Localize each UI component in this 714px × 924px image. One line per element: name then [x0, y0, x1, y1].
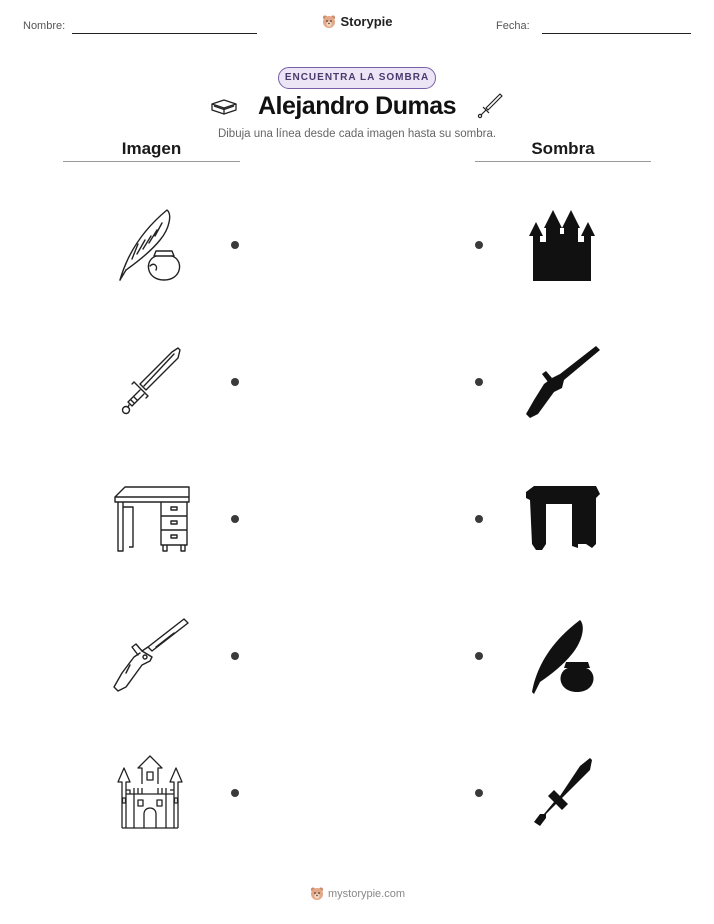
- musket-silhouette-icon: [524, 344, 602, 420]
- column-rule-left: [63, 161, 240, 162]
- desk-silhouette-icon: [524, 486, 600, 552]
- date-line[interactable]: [542, 33, 691, 34]
- brand-logo: [0, 13, 714, 30]
- footer-url[interactable]: mystorypie.com: [327, 888, 406, 900]
- instructions: Dibuja una línea desde cada imagen hasta su sombra.: [217, 128, 497, 140]
- left-dot-4[interactable]: [231, 652, 239, 660]
- left-dot-5[interactable]: [231, 789, 239, 797]
- quill-inkwell-icon: [112, 204, 190, 284]
- column-header-image: Imagen: [121, 139, 182, 158]
- right-dot-4[interactable]: [475, 652, 483, 660]
- name-label: Nombre:: [23, 20, 66, 32]
- musket-icon: [112, 617, 190, 693]
- name-line[interactable]: [72, 33, 257, 34]
- right-dot-3[interactable]: [475, 515, 483, 523]
- activity-badge: ENCUENTRA LA SOMBRA: [278, 67, 436, 89]
- castle-icon: [114, 754, 186, 830]
- right-dot-5[interactable]: [475, 789, 483, 797]
- footer: [0, 886, 714, 902]
- quill-inkwell-silhouette-icon: [528, 618, 598, 694]
- bear-mascot-icon: [321, 14, 337, 30]
- page-title: Alejandro Dumas: [257, 92, 457, 120]
- bear-mascot-icon: [309, 886, 325, 902]
- left-dot-1[interactable]: [231, 241, 239, 249]
- left-dot-3[interactable]: [231, 515, 239, 523]
- column-header-shadow: Sombra: [531, 139, 595, 158]
- sword-icon: [118, 344, 184, 418]
- right-dot-1[interactable]: [475, 241, 483, 249]
- dagger-icon: [476, 92, 504, 120]
- column-rule-right: [475, 161, 651, 162]
- brand-name: Storypie: [340, 14, 393, 30]
- date-label: Fecha:: [496, 20, 530, 32]
- sword-silhouette-icon: [532, 756, 594, 828]
- right-dot-2[interactable]: [475, 378, 483, 386]
- castle-silhouette-icon: [528, 208, 596, 282]
- left-dot-2[interactable]: [231, 378, 239, 386]
- desk-icon: [113, 485, 191, 553]
